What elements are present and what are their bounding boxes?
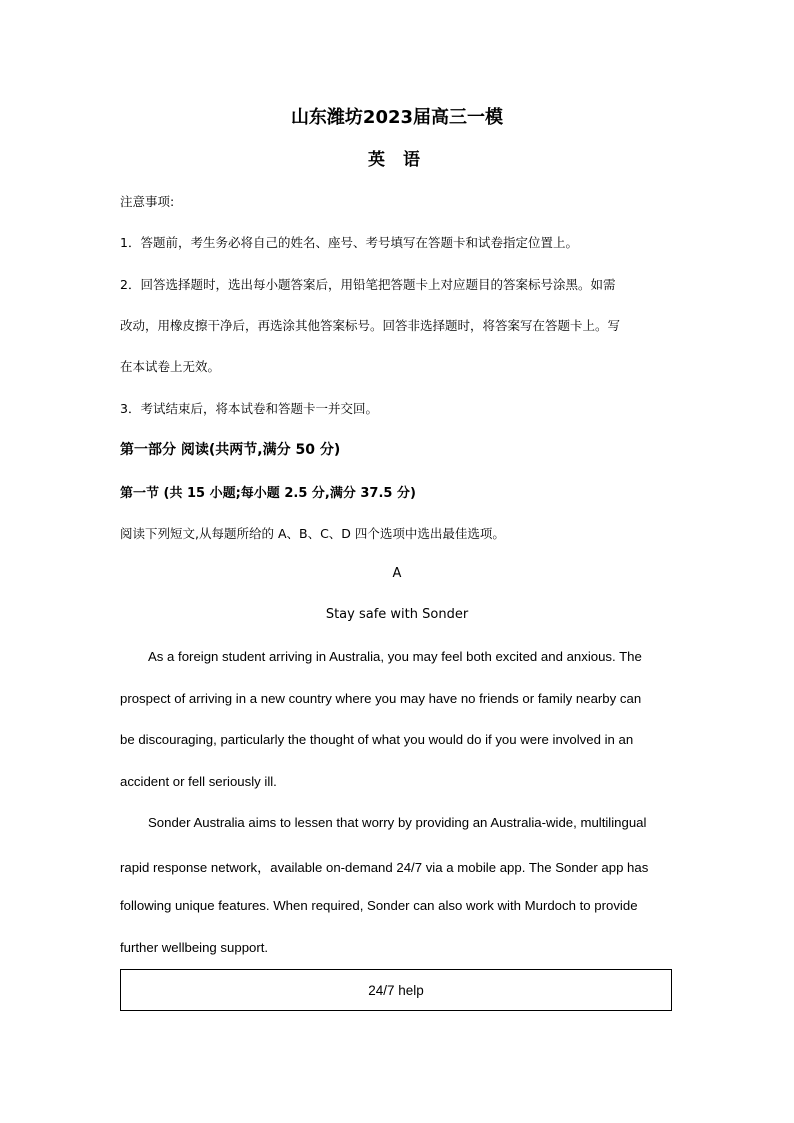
notice-item-3: 3．考试结束后，将本试卷和答题卡一并交回。 bbox=[120, 401, 378, 416]
subject-title: 英 语 bbox=[368, 150, 426, 170]
feature-box-label: 24/7 help bbox=[368, 982, 424, 998]
notice-item-2-cont: 改动，用橡皮擦干净后，再选涂其他答案标号。回答非选择题时，将答案写在答题卡上。写 bbox=[120, 318, 621, 333]
passage-line: following unique features. When required, Sonder can also work with Murdoch to provide bbox=[120, 898, 638, 913]
section-heading: 第一节 (共 15 小题;每小题 2.5 分,满分 37.5 分) bbox=[120, 486, 416, 501]
instruction: 阅读下列短文,从每题所给的 A、B、C、D 四个选项中选出最佳选项。 bbox=[120, 526, 505, 541]
passage-title: Stay safe with Sonder bbox=[325, 607, 469, 622]
notice-item-2: 2．回答选择题时，选出每小题答案后，用铅笔把答题卡上对应题目的答案标号涂黑。如需 bbox=[120, 277, 616, 292]
passage-line: Sonder Australia aims to lessen that worry by providing an Australia-wide, multilingual bbox=[148, 815, 647, 830]
passage-line: be discouraging, particularly the thought of what you would do if you were involved in an bbox=[120, 732, 634, 747]
passage-line: rapid response network，available on-demand 24/7 via a mobile app. The Sonder app has bbox=[120, 860, 649, 875]
passage-line: further wellbeing support. bbox=[120, 940, 269, 955]
notice-label: 注意事项: bbox=[120, 194, 175, 209]
notice-item-1: 1．答题前，考生务必将自己的姓名、座号、考号填写在答题卡和试卷指定位置上。 bbox=[120, 235, 578, 250]
passage-line: accident or fell seriously ill. bbox=[120, 774, 277, 789]
part-heading: 第一部分 阅读(共两节,满分 50 分) bbox=[120, 442, 341, 458]
passage-line: prospect of arriving in a new country where you may have no friends or family nearby can bbox=[120, 691, 642, 706]
feature-box bbox=[120, 969, 672, 1011]
exam-title: 山东潍坊2023届高三一模 bbox=[290, 107, 504, 128]
notice-item-2-end: 在本试卷上无效。 bbox=[120, 359, 221, 374]
passage-letter: A bbox=[392, 566, 402, 581]
passage-line: As a foreign student arriving in Australia, you may feel both excited and anxious. The bbox=[148, 649, 642, 664]
